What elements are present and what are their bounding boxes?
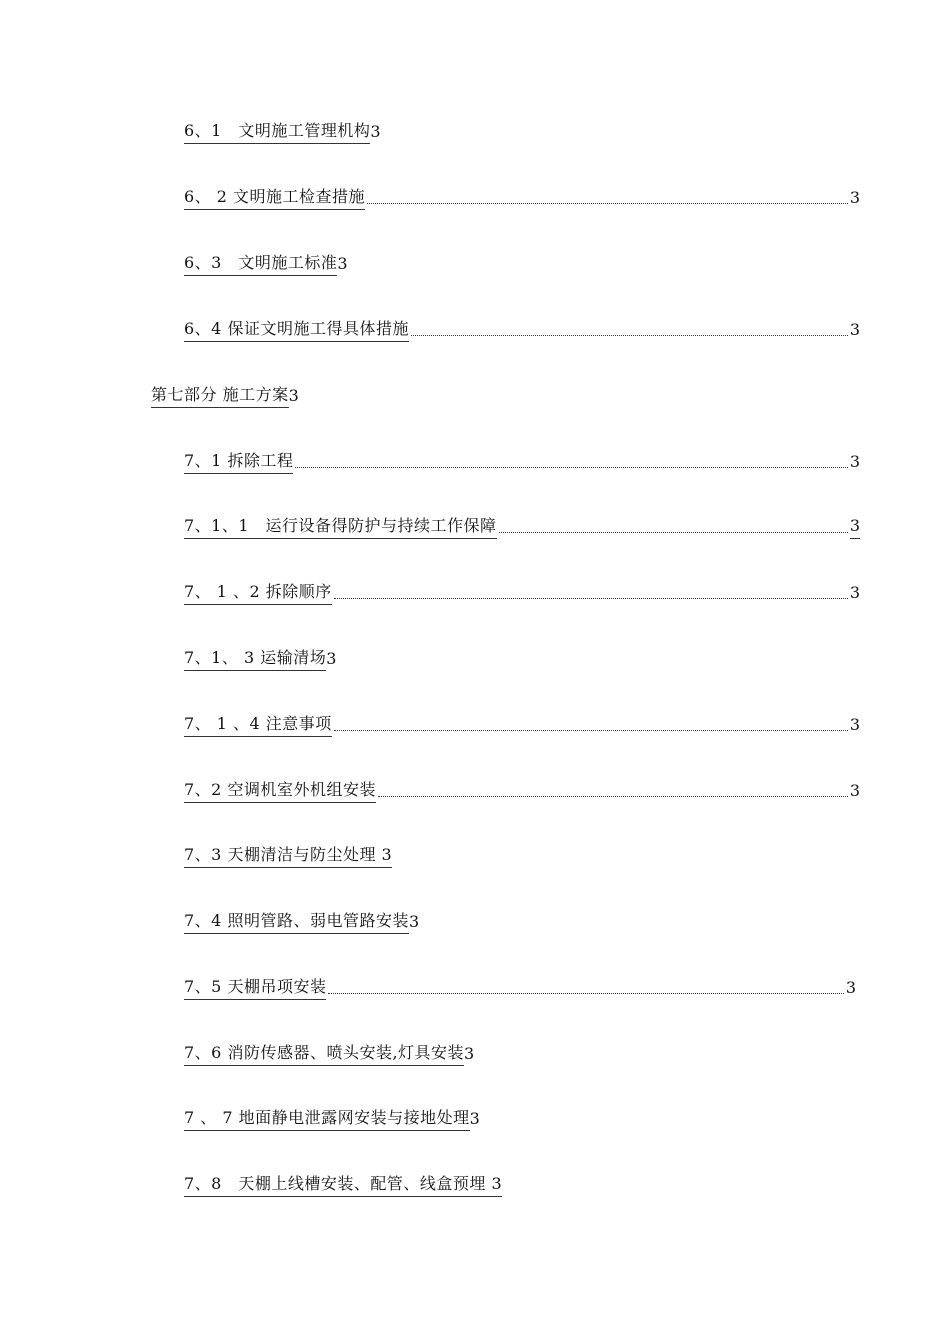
toc-entry-page: 3 [849,188,860,207]
toc-entry[interactable] [184,1042,474,1066]
toc-entry[interactable] [184,647,336,671]
toc-entry-title: 7、 1 、4 注意事项 [184,714,332,737]
toc-entry-page: 3 [337,254,348,273]
toc-entry-title: 7、5 天棚吊项安装 [184,977,326,1000]
toc-entry-page: 3 [849,320,860,339]
toc-dot-leader [378,795,848,797]
toc-entry-title: 6、4 保证文明施工得具体措施 [184,319,409,342]
toc-dot-leader [411,334,848,336]
toc-entry-title: 6、3 文明施工标准 [184,253,337,276]
toc-entry-page: 3 [850,516,860,539]
toc-entry-title: 6、1 文明施工管理机构 [184,121,370,144]
toc-entry[interactable] [184,252,348,276]
toc-dot-leader [328,992,843,994]
toc-dot-leader [334,729,848,731]
toc-entry[interactable] [184,1107,480,1131]
toc-entry-page: 3 [408,912,420,931]
toc-entry-page: 3 [326,649,337,668]
toc-entry-page: 3 [845,978,856,997]
toc-entry[interactable] [184,976,856,1000]
toc-entry-title: 7、3 天棚清洁与防尘处理 3 [184,845,392,868]
toc-entry-page: 3 [849,583,860,602]
toc-dot-leader [295,466,847,468]
toc-entry[interactable] [184,515,860,539]
toc-entry[interactable] [184,318,860,342]
toc-dot-leader [367,202,848,204]
toc-entry-chapter[interactable] [151,384,299,408]
toc-dot-leader [499,531,848,533]
toc-entry[interactable] [184,450,860,474]
toc-entry-page: 3 [370,122,381,141]
toc-entry[interactable] [184,581,860,605]
toc-entry-title: 7、1、 3 运输清场 [184,648,326,671]
toc-entry-title: 7 、 7 地面静电泄露网安装与接地处理 [184,1108,470,1131]
toc-entry-page: 3 [469,1109,480,1128]
toc-entry[interactable] [184,1173,502,1197]
toc-entry-page: 3 [288,386,299,405]
toc-entry-page: 3 [849,715,860,734]
toc-entry-title: 6、 2 文明施工检查措施 [184,187,365,210]
toc-entry-title: 7、2 空调机室外机组安装 [184,780,376,803]
toc-entry[interactable] [184,779,860,803]
toc-entry-title: 7、4 照明管路、弱电管路安装 [184,911,409,934]
toc-entry[interactable] [184,186,860,210]
toc-dot-leader [334,597,848,599]
toc-entry-title: 7、1 拆除工程 [184,451,293,474]
toc-entry[interactable] [184,844,392,868]
toc-entry-page: 3 [849,781,860,800]
toc-entry-page: 3 [849,452,860,471]
toc-entry[interactable] [184,713,860,737]
toc-entry-title: 7、6 消防传感器、喷头安装,灯具安装 [184,1043,464,1066]
toc-entry[interactable] [184,120,381,144]
toc-entry-page: 3 [464,1044,475,1063]
toc-entry-title: 7、8 天棚上线槽安装、配管、线盒预埋 3 [184,1174,502,1197]
toc-entry-title: 7、1、1 运行设备得防护与持续工作保障 [184,516,497,539]
toc-entry-title: 7、 1 、2 拆除顺序 [184,582,332,605]
toc-entry-title: 第七部分 施工方案 [151,385,289,408]
toc-entry[interactable] [184,910,419,934]
